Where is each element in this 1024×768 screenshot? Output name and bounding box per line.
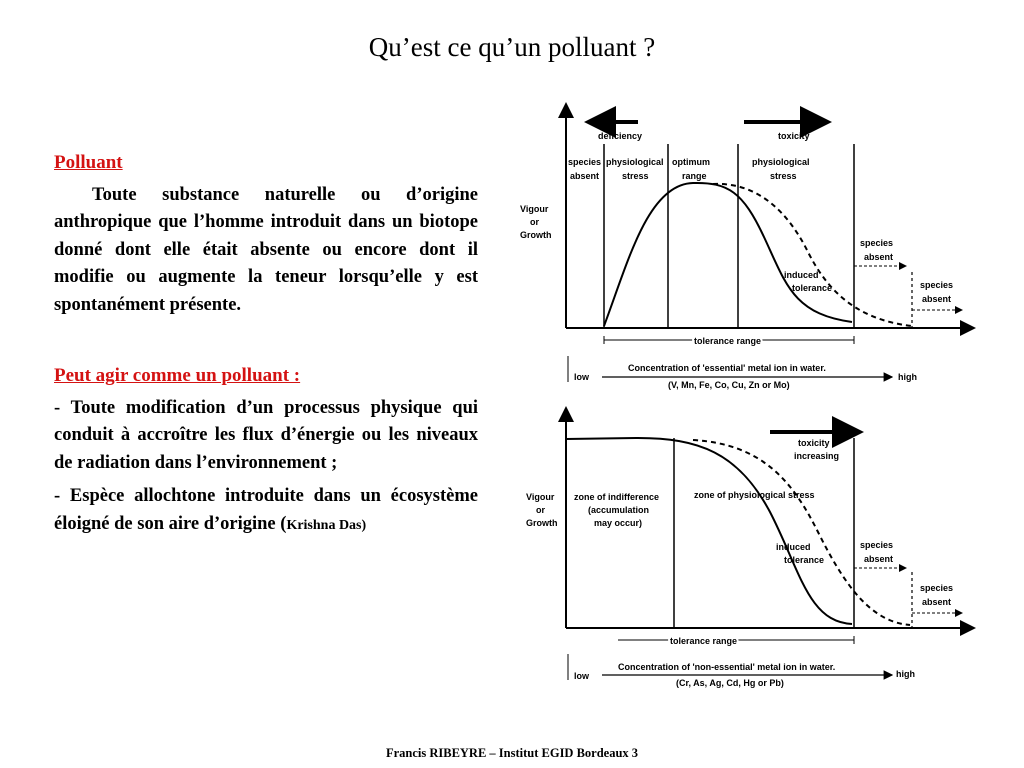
label-physiological-1: physiological xyxy=(606,157,664,167)
footer-credit: Francis RIBEYRE – Institut EGID Bordeaux 3 xyxy=(385,746,639,760)
label-species-4: species xyxy=(860,540,894,550)
label-vigour-1: Vigour xyxy=(520,204,549,214)
label-conc-non-essential: Concentration of 'non-essential' metal ion in water. xyxy=(618,662,836,672)
label-toxicity: toxicity xyxy=(778,131,810,141)
label-growth-1: Growth xyxy=(520,230,552,240)
label-absent-5: absent xyxy=(922,597,952,607)
label-species-2: species xyxy=(860,238,894,248)
label-tolerance-1: tolerance xyxy=(792,283,833,293)
label-absent-1: absent xyxy=(570,171,600,181)
label-physiological-2: physiological xyxy=(752,157,810,167)
label-high-1: high xyxy=(898,372,917,382)
label-conc-essential: Concentration of 'essential' metal ion in water. xyxy=(628,363,826,373)
list-item-physical: - Toute modification d’un processus physique qui conduit à accroître les flux d’énergie ou les niveaux de radiation dans l’environnement ; xyxy=(54,398,478,473)
diagram-essential-metal xyxy=(520,104,974,390)
label-increasing: increasing xyxy=(794,451,840,461)
curve-2-solid xyxy=(566,438,852,624)
label-zone-indiff-2: (accumulation xyxy=(588,505,650,515)
label-absent-2: absent xyxy=(864,252,894,262)
label-zone-indiff-1: zone of indifference xyxy=(574,492,660,502)
label-species-1: species xyxy=(568,157,602,167)
label-tolerance-range-1: tolerance range xyxy=(694,336,762,346)
definition-paragraph: Toute substance naturelle ou d’origine anthropique que l’homme introduit dans un biotope donné dont elle était absente ou encore dont il modifie ou augmente la teneur lorsqu’elle y est spontanément présente. xyxy=(54,185,478,315)
label-induced-2: induced xyxy=(776,542,811,552)
label-species-3: species xyxy=(920,280,954,290)
diagram-non-essential-metal xyxy=(526,408,974,688)
label-deficiency: deficiency xyxy=(598,131,643,141)
label-growth-2: Growth xyxy=(526,518,558,528)
heading-polluant: Polluant xyxy=(54,152,123,173)
label-zone-physiological: zone of physiological stress xyxy=(694,490,815,500)
label-stress-1: stress xyxy=(622,171,649,181)
source-close: ) xyxy=(361,517,367,533)
text-column xyxy=(54,152,478,539)
label-range: range xyxy=(682,171,707,181)
label-low-1: low xyxy=(574,372,589,382)
page-title: Qu’est ce qu’un polluant ? xyxy=(368,32,656,62)
curve-1-solid xyxy=(604,183,852,326)
label-low-2: low xyxy=(574,671,589,681)
label-non-essential-metals: (Cr, As, Ag, Cd, Hg or Pb) xyxy=(676,678,784,688)
label-tolerance-range-2: tolerance range xyxy=(670,636,738,646)
label-or-2: or xyxy=(536,505,545,515)
label-stress-2: stress xyxy=(770,171,797,181)
label-induced-1: induced xyxy=(784,270,819,280)
curve-2-dashed xyxy=(693,440,910,625)
label-or-1: or xyxy=(530,217,539,227)
heading-can-act: Peut agir comme un polluant : xyxy=(54,365,301,387)
label-optimum: optimum xyxy=(672,157,710,167)
label-species-5: species xyxy=(920,583,954,593)
tolerance-diagrams xyxy=(508,92,988,722)
list-item-species xyxy=(54,483,478,539)
label-zone-indiff-3: may occur) xyxy=(594,518,643,528)
label-high-2: high xyxy=(896,669,915,679)
label-tolerance-2: tolerance xyxy=(784,555,825,565)
label-essential-metals: (V, Mn, Fe, Co, Cu, Zn or Mo) xyxy=(668,380,790,390)
label-toxicity-2: toxicity xyxy=(798,438,830,448)
source-citation: Krishna Das xyxy=(286,517,362,533)
label-absent-4: absent xyxy=(864,554,894,564)
list-item-species-text: - Espèce allochtone introduite dans un écosystème éloigné de son aire d’origine ( xyxy=(54,486,478,534)
label-absent-3: absent xyxy=(922,294,952,304)
label-vigour-2: Vigour xyxy=(526,492,555,502)
